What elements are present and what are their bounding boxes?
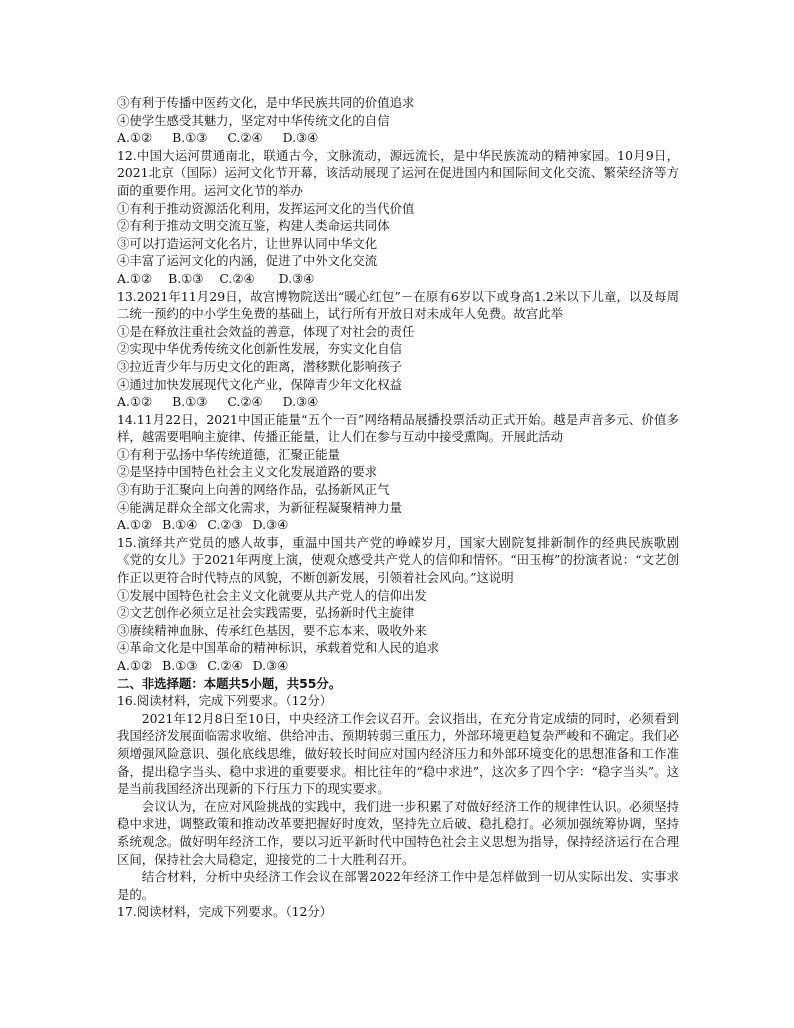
text-line: ②有利于推动文明交流互鉴，构建人类命运共同体 [117,218,390,234]
text-line: ④使学生感受其魅力，坚定对中华传统文化的自信 [117,112,390,128]
answer-option: D.③④ [252,517,289,533]
text-line: 16.阅读材料，完成下列要求。（12分） [117,693,333,709]
text-line: ①有利于弘扬中华传统道德，汇聚正能量 [117,446,341,462]
answer-option: C.②④ [227,130,263,146]
answer-option: D.③④ [252,658,289,673]
answer-options [117,393,679,411]
text-line: ①有利于推动资源活化利用，发挥运河文化的当代价值 [117,200,415,216]
answer-option: B.①③ [168,270,204,286]
answer-options [117,270,679,288]
text-line: ①是在释放注重社会效益的善意，体现了对社会的责任 [117,323,415,339]
answer-option: D.③④ [282,394,319,410]
text-line: ①发展中国特色社会主义文化就要从共产党人的信仰出发 [117,587,427,603]
answer-option: B.①③ [172,394,208,410]
material-paragraph: 2021年12月8日至10日，中央经济工作会议召开。会议指出，在充分肯定成绩的同时，必须看到我国经济发展面临需求收缩、供给冲击、预期转弱三重压力，外部环境更趋复杂严峻和不确定。我们必须增强风险意识、强化底线思维，做好较长时间应对国内经济压力和外部环境变化的思想准备和工作准备，提出稳字当头、稳中求进的重要要求。相比往年的“稳中求进”，这次多了四个字：“稳字当头”。这是当前我国经济出现新的下行压力下的现实要求。 [117,710,679,797]
answer-options [117,516,679,534]
text-line: ③拉近青少年与历史文化的距离，潜移默化影响孩子 [117,358,402,374]
text-line: ②实现中华优秀传统文化创新性发展，夯实文化自信 [117,341,402,357]
question-stem: 13.2021年11月29日，故宫博物院送出“暖心红包”－在原有6岁以下或身高1.2米以下儿童，以及每周二统一预约的中小学生免费的基础上，试行所有开放日对未成年人免费。故宫此举 [117,288,679,322]
text-line: ④能满足群众全部文化需求，为新征程凝聚精神力量 [117,499,402,515]
answer-option: A.①② [117,517,153,533]
exam-page [117,94,679,921]
answer-option: D.③④ [282,130,319,146]
text-line: ②是坚持中国特色社会主义文化发展道路的要求 [117,464,378,480]
text-line: ③有助于汇聚向上向善的网络作品，弘扬新风正气 [117,482,390,498]
answer-option: A.①② [117,270,153,286]
text-line: ④革命文化是中国革命的精神标识，承载着党和人民的追求 [117,640,440,656]
text-line: ③有利于传播中医药文化，是中华民族共同的价值追求 [117,95,415,110]
answer-option: A.①② [117,130,153,146]
material-paragraph: 会议认为，在应对风险挑战的实践中，我们进一步积累了对做好经济工作的规律性认识。必须坚持稳中求进，调整政策和推动改革要把握好时度效，坚持先立后破、稳扎稳打。必须加强统筹协调，坚持系统观念。做好明年经济工作，要以习近平新时代中国特色社会主义思想为指导，保持经济运行在合理区间，保持社会大局稳定，迎接党的二十大胜利召开。 [117,798,679,867]
question-stem: 12.中国大运河贯通南北，联通古今，文脉流动，源远流长，是中华民族流动的精神家园。10月9日，2021北京（国际）运河文化节开幕，该活动展现了运河在促进国内和国际间文化交流、繁荣经济等方面的重要作用。运河文化节的举办 [117,147,679,198]
text-line: ②文艺创作必须立足社会实践需要，弘扬新时代主旋律 [117,605,415,621]
text-line: 17.阅读材料，完成下列要求。（12分） [117,904,333,920]
text-line: ④丰富了运河文化的内涵，促进了中外文化交流 [117,253,378,269]
answer-option: A.①② [117,658,153,673]
material-paragraph: 结合材料，分析中央经济工作会议在部署2022年经济工作中是怎样做到一切从实际出发、实事求是的。 [117,869,679,902]
answer-option: C.②④ [219,270,255,286]
answer-option: C.②③ [207,517,243,533]
answer-option: D.③④ [278,270,315,286]
answer-option: A.①② [117,394,153,410]
answer-option: C.②④ [227,394,263,410]
question-stem: 15.演绎共产党员的感人故事，重温中国共产党的峥嵘岁月，国家大剧院复排新制作的经典民族歌剧《党的女儿》于2021年两度上演，使观众感受共产党人的信仰和情怀。“田玉梅”的扮演者说：“文艺创作正以更符合时代特点的风貌，不断创新发展，引领着社会风向。”这说明 [117,534,679,586]
answer-options [117,657,679,675]
answer-option: B.①③ [172,130,208,146]
question-stem: 14.11月22日，2021中国正能量“五个一百”网络精品展播投票活动正式开始。越是声音多元、价值多样，越需要唱响主旋律、传播正能量，让人们在参与互动中接受熏陶。开展此活动 [117,411,679,445]
answer-options [117,129,679,147]
answer-option: C.②④ [207,658,243,673]
section-heading: 二、非选择题：本题共5小题，共55分。 [117,675,342,691]
answer-option: B.①④ [162,517,198,533]
text-line: ④通过加快发展现代文化产业，保障青少年文化权益 [117,376,402,392]
text-line: ③赓续精神血脉、传承红色基因，要不忘本来、吸收外来 [117,622,427,638]
text-line: ③可以打造运河文化名片，让世界认同中华文化 [117,235,378,251]
answer-option: B.①③ [162,658,198,673]
